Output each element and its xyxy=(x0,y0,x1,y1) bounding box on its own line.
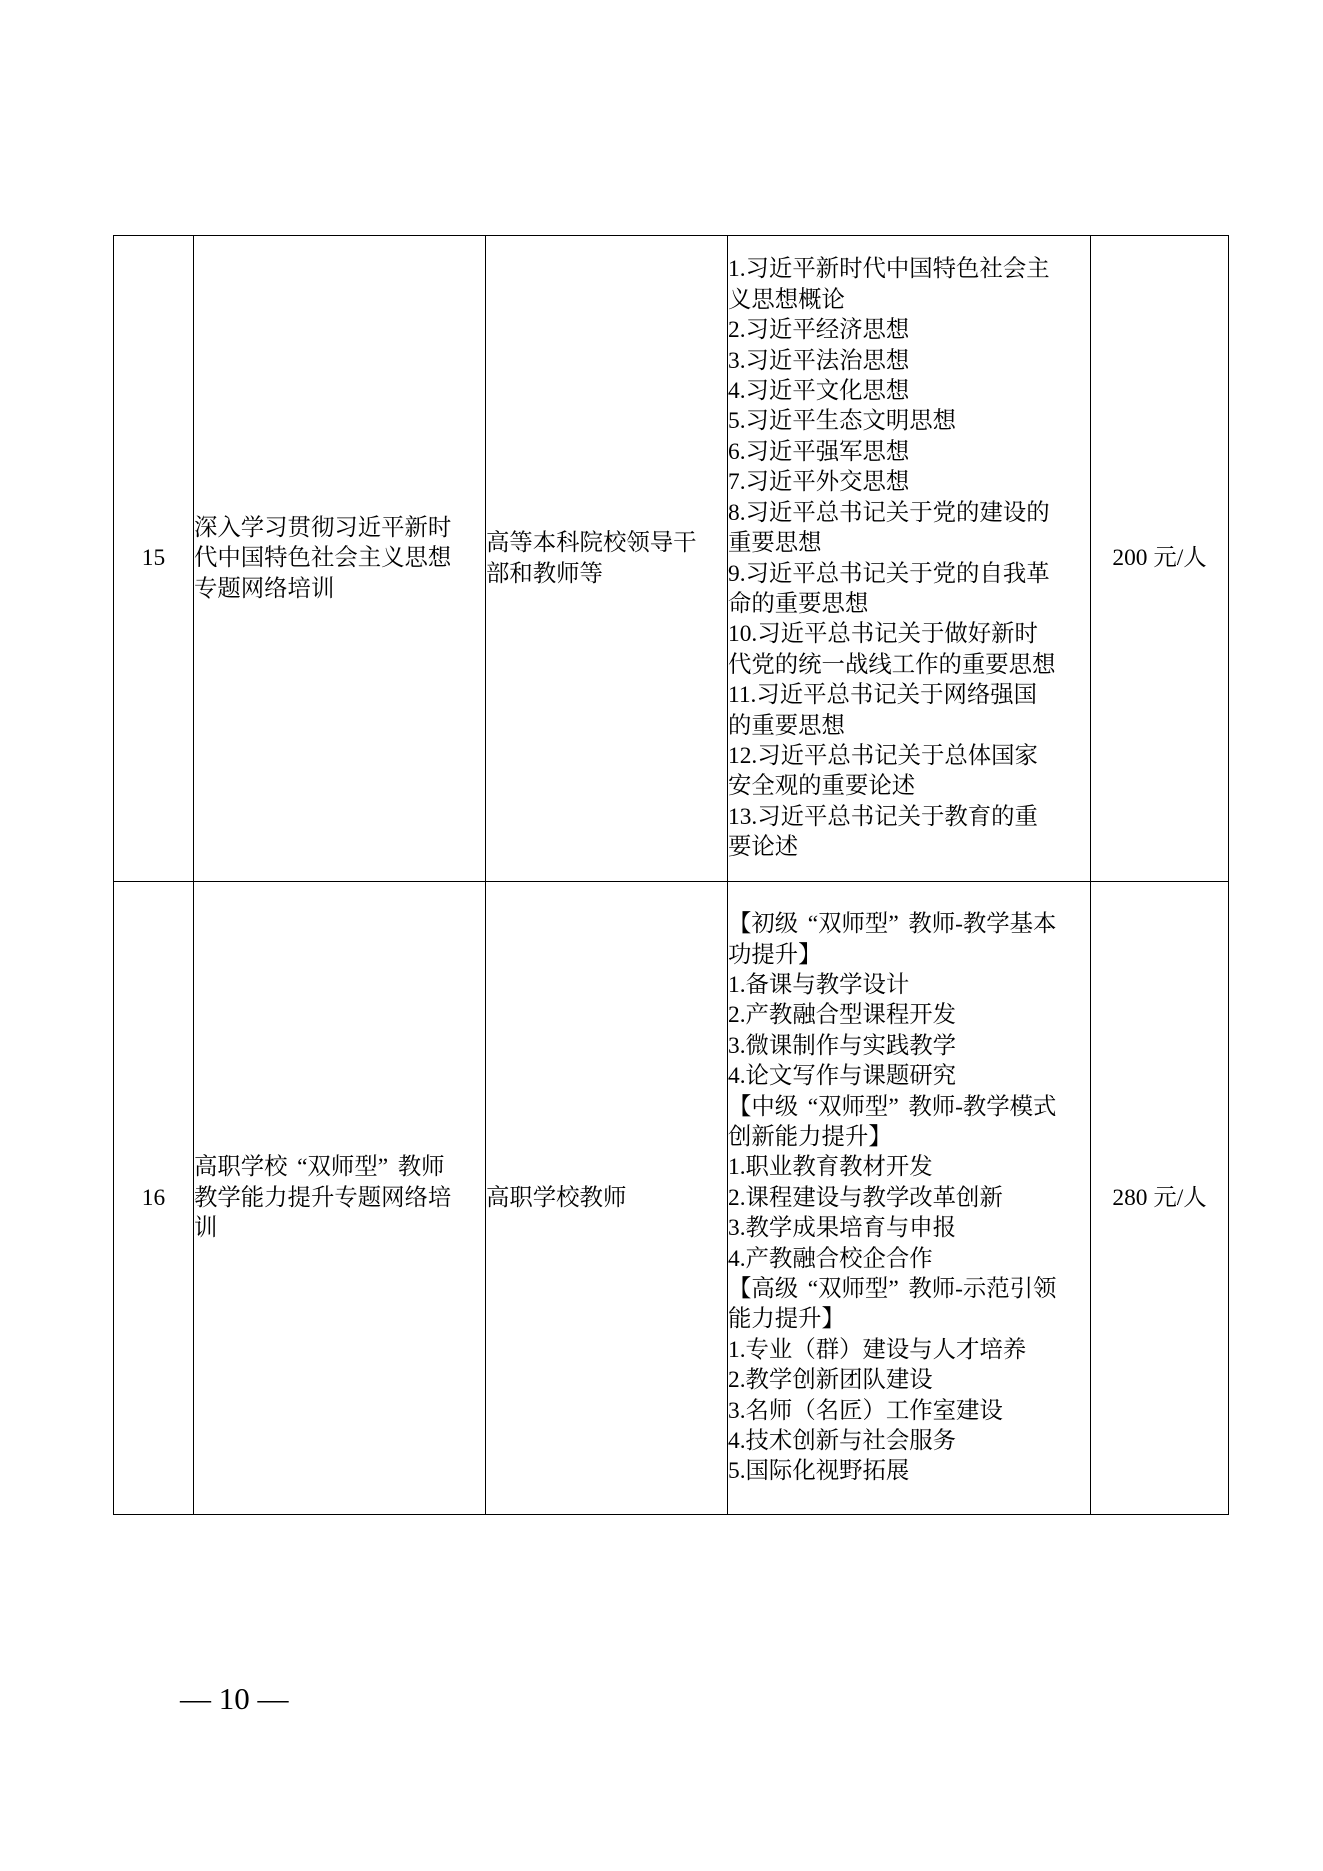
cell-number xyxy=(114,236,194,882)
topic-item: 9.习近平总书记关于党的自我革命的重要思想 xyxy=(728,560,1050,617)
topic-item: 10.习近平总书记关于做好新时代党的统一战线工作的重要思想 xyxy=(728,621,1056,678)
topic-item: 5.国际化视野拓展 xyxy=(728,1458,910,1485)
audience: 高等本科院校领导干部和教师等 xyxy=(486,530,697,587)
topic-item: 4.习近平文化思想 xyxy=(728,378,910,405)
topic-item: 4.产教融合校企合作 xyxy=(728,1245,933,1272)
level-heading: 【高级 “双师型” 教师-示范引领能力提升】 xyxy=(728,1276,1057,1333)
topic-item: 3.教学成果培育与申报 xyxy=(728,1215,957,1242)
cell-audience xyxy=(486,236,728,882)
quote-mark: “ xyxy=(807,1276,819,1303)
page-number: — 10 — xyxy=(180,1681,289,1716)
topic-item: 2.习近平经济思想 xyxy=(728,317,910,344)
level-heading: 【中级 “双师型” 教师-教学模式创新能力提升】 xyxy=(728,1093,1057,1150)
course-name: 高职学校 “双师型” 教师教学能力提升专题网络培训 xyxy=(194,1154,452,1242)
cell-audience xyxy=(486,882,728,1515)
topic-item: 2.教学创新团队建设 xyxy=(728,1367,933,1394)
topic-item: 12.习近平总书记关于总体国家安全观的重要论述 xyxy=(728,742,1038,800)
topic-item: 3.名师（名匠）工作室建设 xyxy=(728,1397,1003,1424)
quote-mark: ” xyxy=(888,911,899,938)
topic-item: 1.职业教育教材开发 xyxy=(728,1154,933,1181)
topic-item: 8.习近平总书记关于党的建设的重要思想 xyxy=(728,499,1050,557)
cell-fee xyxy=(1091,236,1229,882)
fee: 200 元/人 xyxy=(1112,545,1207,572)
quote-mark: ” xyxy=(888,1093,899,1120)
topic-item: 1.习近平新时代中国特色社会主义思想概论 xyxy=(728,256,1050,313)
audience: 高职学校教师 xyxy=(486,1184,627,1211)
level-heading: 【初级 “双师型” 教师-教学基本功提升】 xyxy=(728,911,1057,968)
topic-item: 5.习近平生态文明思想 xyxy=(728,408,957,435)
topic-item: 4.论文写作与课题研究 xyxy=(728,1063,957,1090)
topic-item: 1.备课与教学设计 xyxy=(728,971,910,998)
fee: 280 元/人 xyxy=(1112,1184,1207,1211)
topic-item: 1.专业（群）建设与人才培养 xyxy=(728,1336,1027,1363)
course-name: 深入学习贯彻习近平新时代中国特色社会主义思想专题网络培训 xyxy=(194,514,452,602)
topic-item: 7.习近平外交思想 xyxy=(728,469,910,496)
cell-course-name xyxy=(194,882,486,1515)
row-number: 16 xyxy=(141,1184,166,1211)
topic-item: 3.微课制作与实践教学 xyxy=(728,1032,957,1059)
course-row xyxy=(114,882,1229,1515)
cell-fee xyxy=(1091,882,1229,1515)
topic-list xyxy=(728,909,1058,1487)
topic-list xyxy=(728,254,1058,862)
quote-mark: “ xyxy=(807,911,819,938)
cell-topics xyxy=(728,236,1091,882)
quote-mark: “ xyxy=(297,1154,308,1181)
topic-item: 2.课程建设与教学改革创新 xyxy=(728,1184,1003,1211)
quote-mark: “ xyxy=(807,1093,819,1120)
cell-topics xyxy=(728,882,1091,1515)
course-row xyxy=(114,236,1229,882)
topic-item: 13.习近平总书记关于教育的重要论述 xyxy=(728,803,1038,861)
cell-course-name xyxy=(194,236,486,882)
topic-item: 4.技术创新与社会服务 xyxy=(728,1428,957,1455)
topic-item: 3.习近平法治思想 xyxy=(728,347,910,374)
topic-item: 6.习近平强军思想 xyxy=(728,438,910,465)
row-number: 15 xyxy=(141,545,166,572)
quote-mark: ” xyxy=(888,1276,899,1303)
topic-item: 11.习近平总书记关于网络强国的重要思想 xyxy=(728,682,1038,739)
topic-item: 2.产教融合型课程开发 xyxy=(728,1002,957,1029)
course-table xyxy=(113,235,1229,1515)
cell-number xyxy=(114,882,194,1515)
quote-mark: ” xyxy=(377,1154,389,1181)
